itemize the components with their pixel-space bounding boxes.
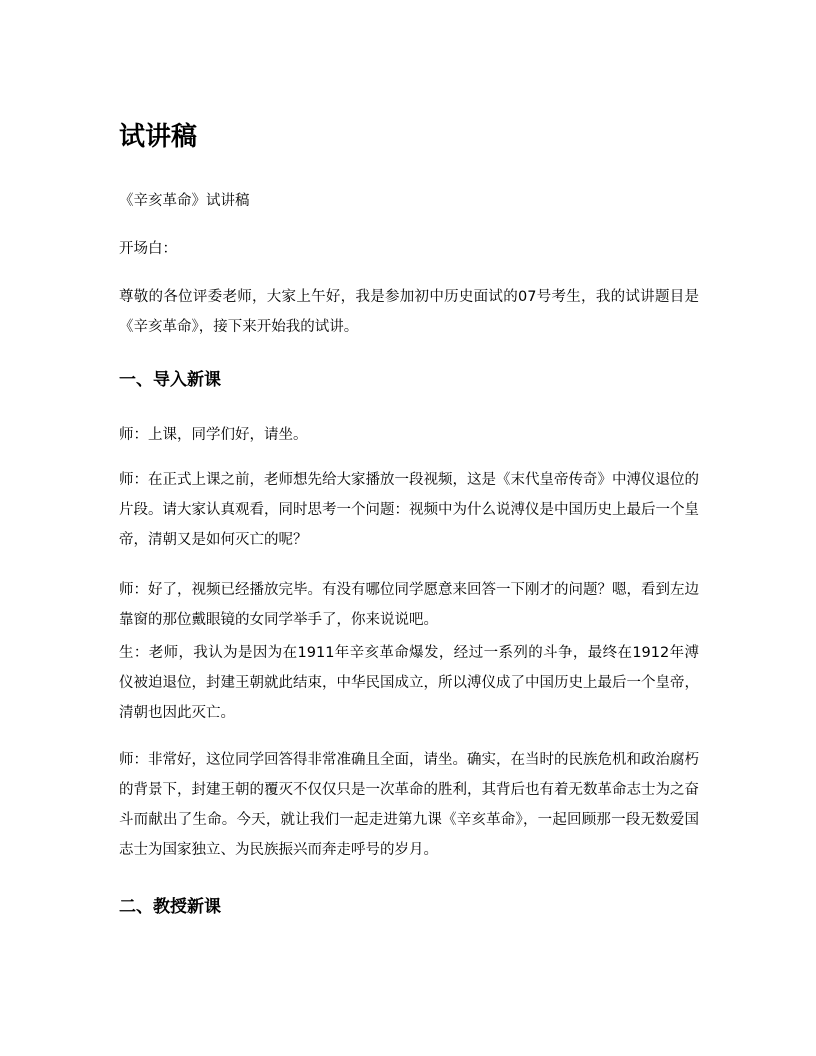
paragraph-teacher-summary: 师：非常好，这位同学回答得非常准确且全面，请坐。确实，在当时的民族危机和政治腐朽的背景下，封建王朝的覆灭不仅仅只是一次革命的胜利，其背后也有着无数革命志士为之奋斗而献出了生命。今天，就让我们一起走进第九课《辛亥革命》，一起回顾那一段无数爱国志士为国家独立、为民族振兴而奔走呼号的岁月。 xyxy=(119,752,699,858)
paragraph-teacher-video: 师：在正式上课之前，老师想先给大家播放一段视频，这是《末代皇帝传奇》中溥仪退位的片段。请大家认真观看，同时思考一个问题：视频中为什么说溥仪是中国历史上最后一个皇帝，清朝又是如何灭亡的呢？ xyxy=(119,472,699,548)
section-heading-intro: 一、导入新课 xyxy=(119,370,221,390)
section-heading-teaching: 二、教授新课 xyxy=(119,897,221,917)
document-subtitle: 《辛亥革命》试讲稿 xyxy=(119,193,250,209)
document-title: 试讲稿 xyxy=(119,122,198,152)
opening-label: 开场白： xyxy=(119,241,177,257)
paragraph-teacher-question: 师：好了，视频已经播放完毕。有没有哪位同学愿意来回答一下刚才的问题？嗯，看到左边靠窗的那位戴眼镜的女同学举手了，你来说说吧。 xyxy=(119,582,699,628)
paragraph-teacher-greeting: 师：上课，同学们好，请坐。 xyxy=(119,427,308,443)
opening-paragraph: 尊敬的各位评委老师，大家上午好，我是参加初中历史面试的07号考生，我的试讲题目是《辛亥革命》，接下来开始我的试讲。 xyxy=(119,289,699,335)
paragraph-student-answer: 生：老师，我认为是因为在1911年辛亥革命爆发，经过一系列的斗争，最终在1912年溥仪被迫退位，封建王朝就此结束，中华民国成立，所以溥仪成了中国历史上最后一个皇帝，清朝也因此灭亡。 xyxy=(119,645,699,721)
